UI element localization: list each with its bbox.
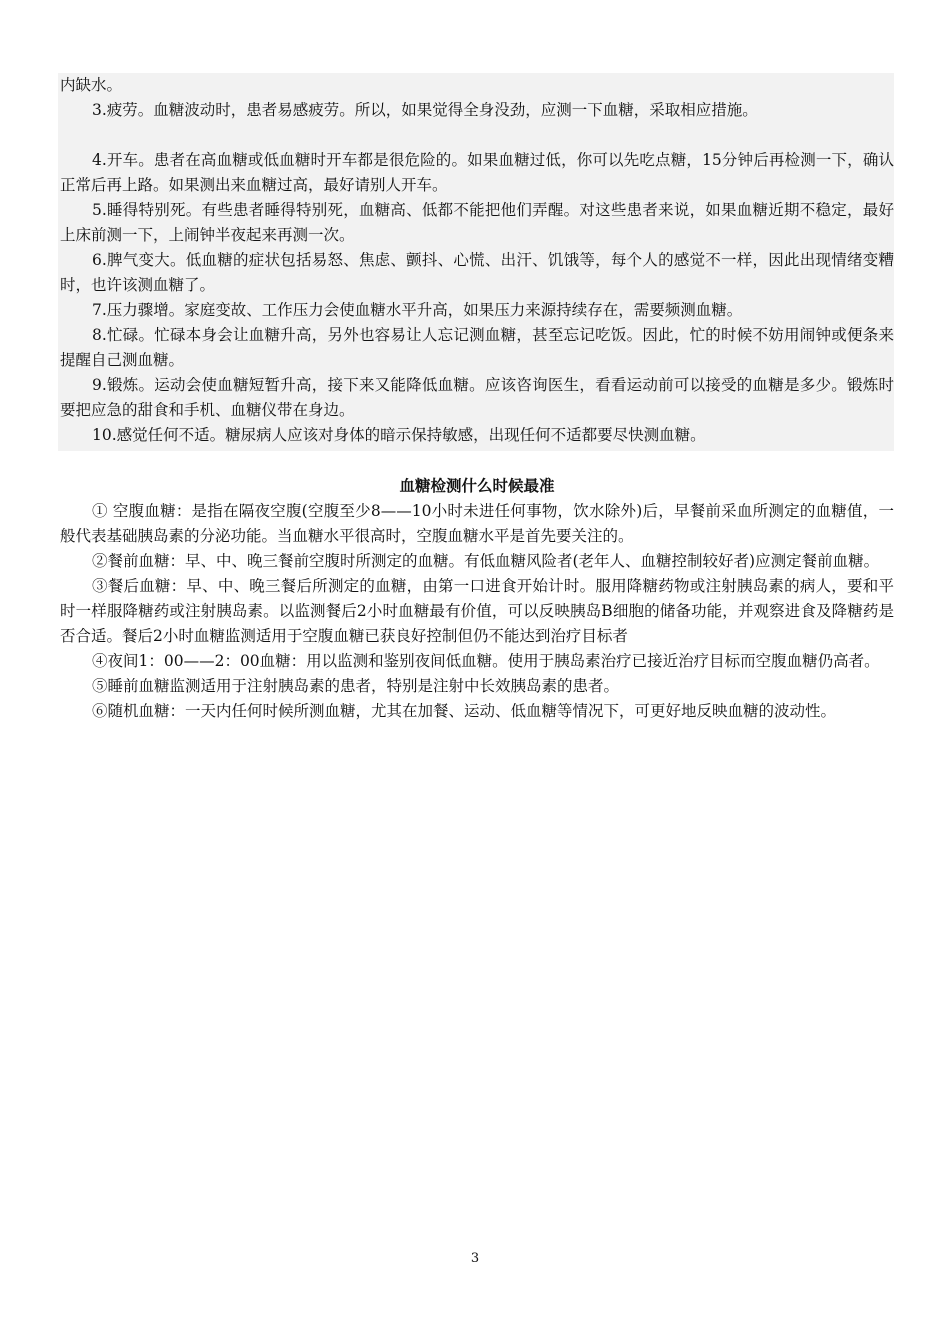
section-1: [60, 73, 894, 448]
paragraph-discomfort: 10.感觉任何不适。糖尿病人应该对身体的暗示保持敏感，出现任何不适都要尽快测血糖。: [92, 426, 706, 444]
paragraph-exercise: 9.锻炼。运动会使血糖短暂升高，接下来又能降低血糖。应该咨询医生，看看运动前可以接受的血糖是多少。锻炼时要把应急的甜食和手机、血糖仪带在身边。: [60, 376, 894, 419]
paragraph-fatigue: 3.疲劳。血糖波动时，患者易感疲劳。所以，如果觉得全身没劲，应测一下血糖，采取相应措施。: [92, 101, 758, 119]
paragraph-driving: 4.开车。患者在高血糖或低血糖时开车都是很危险的。如果血糖过低，你可以先吃点糖，15分钟后再检测一下，确认正常后再上路。如果测出来血糖过高，最好请别人开车。: [60, 151, 894, 194]
paragraph-continuation: 内缺水。: [60, 76, 123, 94]
paragraph-deep-sleep: 5.睡得特别死。有些患者睡得特别死，血糖高、低都不能把他们弄醒。对这些患者来说，如果血糖近期不稳定，最好上床前测一下，上闹钟半夜起来再测一次。: [60, 201, 894, 244]
paragraph-premeal-glucose: ②餐前血糖：早、中、晚三餐前空腹时所测定的血糖。有低血糖风险者(老年人、血糖控制较好者)应测定餐前血糖。: [92, 552, 880, 570]
page-number: 3: [470, 1251, 480, 1266]
section-title: 血糖检测什么时候最准: [399, 477, 555, 495]
blank-line: [60, 123, 894, 148]
paragraph-random-glucose: ⑥随机血糖：一天内任何时候所测血糖，尤其在加餐、运动、低血糖等情况下，可更好地反映血糖的波动性。: [92, 702, 837, 720]
paragraph-postmeal-glucose: ③餐后血糖：早、中、晚三餐后所测定的血糖，由第一口进食开始计时。服用降糖药物或注射胰岛素的病人，要和平时一样服降糖药或注射胰岛素。以监测餐后2小时血糖最有价值，可以反映胰岛B细胞的储备功能，并观察进食及降糖药是否合适。餐后2小时血糖监测适用于空腹血糖已获良好控制但仍不能达到治疗目标者: [60, 577, 894, 645]
paragraph-busy: 8.忙碌。忙碌本身会让血糖升高，另外也容易让人忘记测血糖，甚至忘记吃饭。因此，忙的时候不妨用闹钟或便条来提醒自己测血糖。: [60, 326, 894, 369]
paragraph-bedtime-glucose: ⑤睡前血糖监测适用于注射胰岛素的患者，特别是注射中长效胰岛素的患者。: [92, 677, 620, 695]
paragraph-stress: 7.压力骤增。家庭变故、工作压力会使血糖水平升高，如果压力来源持续存在，需要频测血糖。: [92, 301, 743, 319]
paragraph-night-glucose: ④夜间1：00——2：00血糖：用以监测和鉴别夜间低血糖。使用于胰岛素治疗已接近治疗目标而空腹血糖仍高者。: [92, 652, 880, 670]
section-2: [60, 473, 894, 724]
paragraph-temper: 6.脾气变大。低血糖的症状包括易怒、焦虑、颤抖、心慌、出汗、饥饿等，每个人的感觉不一样，因此出现情绪变糟时，也许该测血糖了。: [60, 251, 894, 294]
paragraph-fasting-glucose: ① 空腹血糖：是指在隔夜空腹(空腹至少8——10小时未进任何事物，饮水除外)后，早餐前采血所测定的血糖值，一般代表基础胰岛素的分泌功能。当血糖水平很高时，空腹血糖水平是首先要关注的。: [60, 502, 894, 545]
